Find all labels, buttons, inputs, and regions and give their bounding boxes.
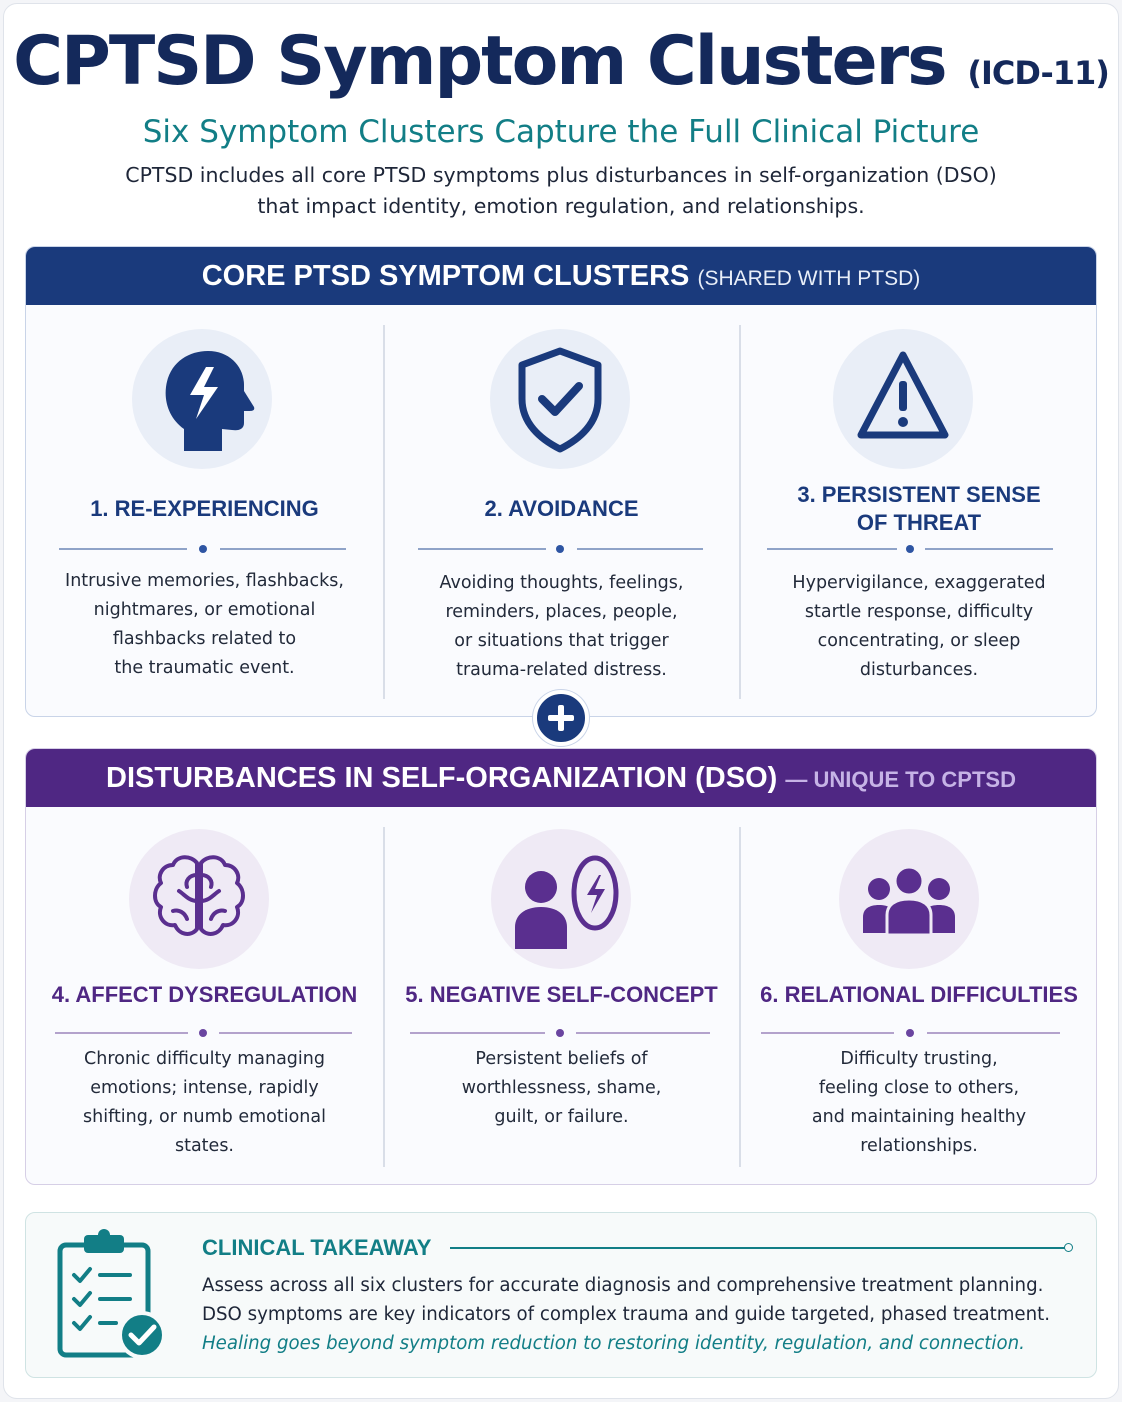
- core-ptsd-section: [25, 246, 1097, 717]
- title-separator: [418, 543, 703, 555]
- core-heading-note: (SHARED WITH PTSD): [697, 267, 921, 290]
- cluster-title: 2. AVOIDANCE: [484, 496, 639, 521]
- takeaway-line: DSO symptoms are key indicators of complex trauma and guide targeted, phased treatment.: [202, 1304, 1051, 1325]
- desc-line: concentrating, or sleep: [817, 631, 1021, 651]
- warning-triangle-icon: [833, 329, 973, 469]
- cluster-description: [384, 1045, 739, 1132]
- title-separator: [767, 543, 1053, 555]
- cluster-title: [740, 481, 1097, 537]
- dso-heading-note: — UNIQUE TO CPTSD: [785, 767, 1016, 792]
- cluster-description: [26, 567, 383, 683]
- core-heading-text: CORE PTSD SYMPTOM CLUSTERS: [201, 260, 690, 292]
- desc-line: emotions; intense, rapidly: [90, 1078, 319, 1098]
- intro-line-2: that impact identity, emotion regulation, and relationships.: [257, 194, 865, 218]
- desc-line: Persistent beliefs of: [475, 1049, 648, 1069]
- cluster-description: [26, 1045, 383, 1161]
- title-separator: [55, 1027, 352, 1039]
- cluster-description: [740, 569, 1097, 685]
- desc-line: flashbacks related to: [112, 629, 297, 649]
- shield-check-icon: [490, 329, 630, 469]
- desc-line: relationships.: [860, 1136, 978, 1156]
- takeaway-title: CLINICAL TAKEAWAY: [202, 1235, 432, 1260]
- dso-section-heading: [26, 749, 1096, 807]
- takeaway-italic-note: Healing goes beyond symptom reduction to restoring identity, regulation, and connection.: [202, 1333, 1025, 1354]
- head-lightning-icon: [132, 329, 272, 469]
- cluster-card-negative-self-concept: [384, 807, 739, 1184]
- cluster-description: [384, 569, 739, 685]
- takeaway-line: Assess across all six clusters for accurate diagnosis and comprehensive treatment planning.: [202, 1275, 1044, 1296]
- desc-line: reminders, places, people,: [445, 602, 678, 622]
- cluster-title-line: OF THREAT: [856, 510, 982, 535]
- desc-line: the traumatic event.: [114, 658, 295, 678]
- desc-line: states.: [174, 1136, 234, 1156]
- clipboard-check-icon: [54, 1225, 174, 1365]
- cluster-title: 5. NEGATIVE SELF-CONCEPT: [405, 982, 718, 1007]
- desc-line: Avoiding thoughts, feelings,: [439, 573, 684, 593]
- desc-line: disturbances.: [859, 660, 979, 680]
- cluster-card-sense-of-threat: [740, 305, 1097, 716]
- cluster-card-relational-difficulties: [740, 807, 1097, 1184]
- desc-line: guilt, or failure.: [494, 1107, 629, 1127]
- takeaway-rule-end: [1064, 1243, 1073, 1252]
- group-people-icon: [839, 829, 979, 969]
- desc-line: Difficulty trusting,: [840, 1049, 998, 1069]
- desc-line: Chronic difficulty managing: [84, 1049, 325, 1069]
- desc-line: feeling close to others,: [818, 1078, 1020, 1098]
- title-separator: [410, 1027, 710, 1039]
- desc-line: nightmares, or emotional: [93, 600, 316, 620]
- clinical-takeaway-panel: [25, 1212, 1097, 1378]
- desc-line: shifting, or numb emotional: [83, 1107, 326, 1127]
- title-separator: [761, 1027, 1060, 1039]
- intro-text: [100, 160, 1022, 222]
- title-suffix: (ICD-11): [967, 54, 1109, 92]
- cluster-title: 4. AFFECT DYSREGULATION: [51, 982, 358, 1007]
- person-mirror-icon: [491, 829, 631, 969]
- cluster-card-avoidance: [384, 305, 739, 716]
- dso-heading-text: DISTURBANCES IN SELF-ORGANIZATION (DSO): [106, 762, 778, 794]
- cluster-card-affect-dysregulation: [26, 807, 383, 1184]
- takeaway-rule: [450, 1247, 1065, 1249]
- cluster-title: 1. RE-EXPERIENCING: [90, 496, 319, 521]
- page-title: CPTSD Symptom Clusters (ICD-11): [13, 22, 1109, 101]
- cluster-title: 6. RELATIONAL DIFFICULTIES: [760, 982, 1078, 1007]
- cluster-description: [740, 1045, 1097, 1161]
- cluster-card-re-experiencing: [26, 305, 383, 716]
- dso-section: [25, 748, 1097, 1185]
- takeaway-body: [202, 1271, 1082, 1329]
- brain-icon: [129, 829, 269, 969]
- desc-line: startle response, difficulty: [804, 602, 1034, 622]
- desc-line: Hypervigilance, exaggerated: [792, 573, 1046, 593]
- intro-line-1: CPTSD includes all core PTSD symptoms plus disturbances in self-organization (DSO): [125, 163, 997, 187]
- desc-line: or situations that trigger: [454, 631, 669, 651]
- plus-icon: [533, 690, 589, 746]
- desc-line: worthlessness, shame,: [461, 1078, 662, 1098]
- desc-line: trauma-related distress.: [456, 660, 667, 680]
- desc-line: and maintaining healthy: [811, 1107, 1027, 1127]
- core-section-heading: [26, 247, 1096, 305]
- cluster-title-line: 3. PERSISTENT SENSE: [797, 482, 1041, 507]
- title-separator: [59, 543, 346, 555]
- desc-line: Intrusive memories, flashbacks,: [65, 571, 344, 591]
- page-subtitle: Six Symptom Clusters Capture the Full Clinical Picture: [142, 114, 980, 150]
